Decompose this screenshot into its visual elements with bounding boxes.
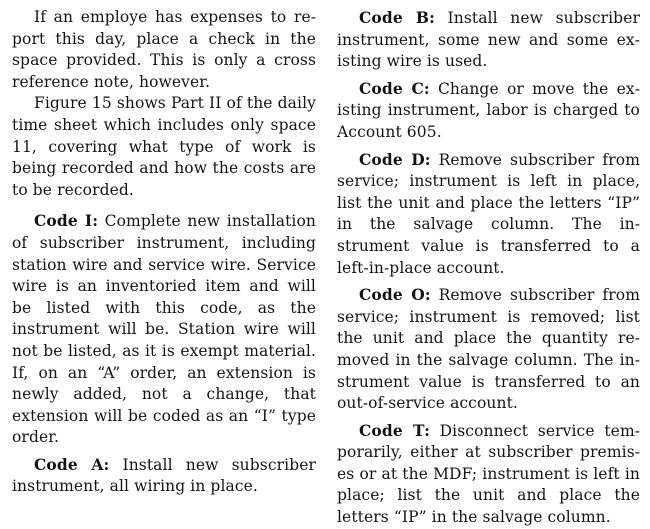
code-c-label: Code C:	[359, 78, 430, 98]
code-t-text: Disconnect service temporarily, either at subscriber premises or at the MDF; instrument is left in place; list the unit and place the letters “IP” in the salvage column.	[337, 421, 640, 527]
code-i-text: Complete new installation of subscriber instrument, including station wire and service wire. Service wire is an inventoried item and will be listed with this code, as the instrument will be. Station wire will not be listed, as it is exempt material. If, on an “A” order, an extension is newly added, not a change, that extension will be coded as an “I” type order.	[12, 212, 316, 447]
code-d-text: Remove subscriber from service; instrument is left in place, list the unit and place the letters “IP” in the salvage column. The instrument value is transferred to a left-in-place account.	[337, 150, 640, 277]
code-b-label: Code B:	[359, 8, 435, 27]
code-d-paragraph	[337, 149, 640, 280]
code-t-paragraph	[337, 420, 640, 529]
code-d-label: Code D:	[359, 149, 431, 169]
left-column	[12, 7, 316, 498]
right-column	[337, 7, 640, 529]
code-o-label: Code O:	[359, 285, 431, 305]
code-i-label: Code I:	[34, 211, 99, 231]
code-b-text: Install new subscriber instrument, some new and some existing wire is used.	[337, 9, 640, 71]
code-a-label: Code A:	[34, 454, 110, 474]
code-o-text: Remove subscriber from service; instrument is removed; list the unit and place the quantity removed in the salvage column. The instrument value is transferred to an out-of-service account.	[337, 286, 640, 413]
code-c-text: Change or move the existing instrument, labor is charged to Account 605.	[337, 79, 640, 141]
code-b-paragraph	[337, 7, 640, 73]
expenses-paragraph: If an employe has expenses to report this day, place a check in the space provided. This is only a cross reference note, however.	[12, 8, 316, 91]
code-t-label: Code T:	[359, 420, 430, 440]
code-o-paragraph	[337, 284, 640, 415]
code-a-paragraph	[12, 454, 316, 498]
figure-15-paragraph: Figure 15 shows Part II of the daily time sheet which includes only space 11, covering what type of work is being recorded and how the costs are to be recorded.	[12, 94, 316, 199]
code-c-paragraph	[337, 78, 640, 144]
code-i-paragraph	[12, 210, 316, 449]
code-a-text: Install new subscriber instrument, all wiring in place.	[12, 455, 316, 496]
